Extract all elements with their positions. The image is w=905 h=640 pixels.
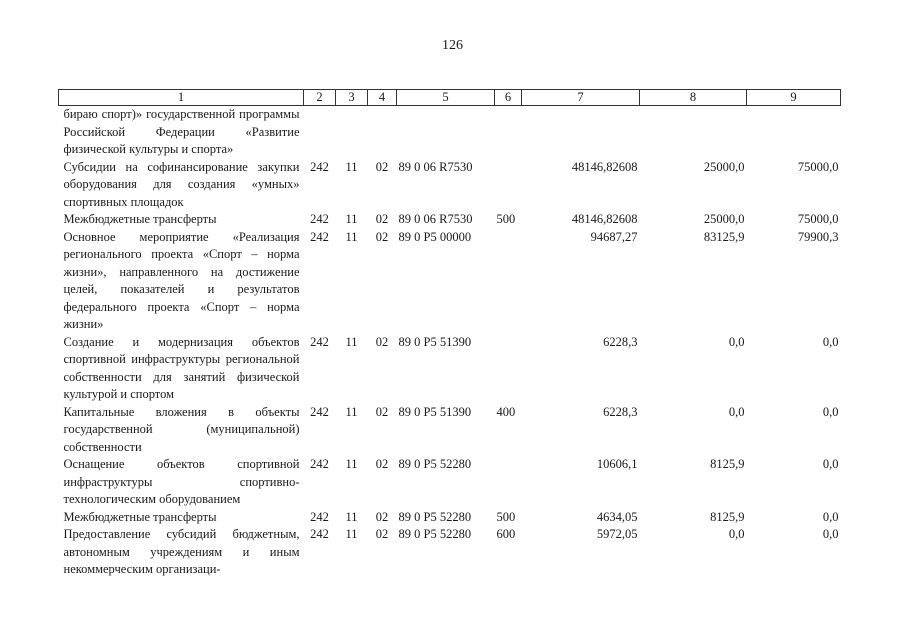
header-cell-3: 3 <box>336 90 368 106</box>
cell-amount-3: 75000,0 <box>797 159 839 174</box>
row-name: Основное мероприятие «Реализация регионального проекта «Спорт – норма жизни», направленного на достижение целей, показателей и результатов федерального проекта «Спорт – норма жизни» <box>63 229 300 331</box>
header-cell-1: 1 <box>59 90 304 106</box>
cell-target-article: 89 0 P5 52280 <box>398 509 472 524</box>
row-name: бираю спорт)» государственной программы Российской Федерации «Развитие физической культуры и спорта» <box>63 107 300 156</box>
cell-section: 11 <box>345 212 358 226</box>
cell-amount-2: 0,0 <box>728 334 745 349</box>
cell-amount-2: 8125,9 <box>710 457 745 471</box>
cell-subsection: 02 <box>375 334 389 349</box>
cell-section: 11 <box>345 334 358 349</box>
cell-amount-1: 94687,27 <box>590 229 638 244</box>
cell-expense-type: 500 <box>496 212 516 226</box>
cell-amount-1 <box>522 106 640 159</box>
row-name: Межбюджетные трансферты <box>63 509 217 524</box>
table-row <box>59 159 841 212</box>
cell-amount-1: 4634,05 <box>596 509 638 524</box>
header-cell-9: 9 <box>747 90 841 106</box>
cell-section: 11 <box>345 509 358 524</box>
cell-target-article: 89 0 P5 51390 <box>398 334 472 349</box>
cell-amount-2: 8125,9 <box>710 509 745 524</box>
cell-expense-type <box>495 456 522 509</box>
cell-ministry: 242 <box>310 159 329 174</box>
cell-expense-type: 400 <box>496 404 516 419</box>
cell-amount-3: 0,0 <box>822 509 839 524</box>
cell-section <box>336 106 368 159</box>
cell-ministry: 242 <box>310 404 329 419</box>
cell-amount-2: 25000,0 <box>703 212 745 226</box>
cell-amount-2 <box>640 106 747 159</box>
cell-ministry: 242 <box>310 212 329 226</box>
cell-expense-type: 600 <box>496 527 516 541</box>
cell-ministry: 242 <box>310 527 329 541</box>
cell-amount-3: 79900,3 <box>797 229 839 244</box>
cell-subsection: 02 <box>375 404 389 419</box>
row-name: Капитальные вложения в объекты государственной (муниципальной) собственности <box>63 404 300 454</box>
cell-target-article: 89 0 P5 52280 <box>398 457 472 471</box>
cell-ministry: 242 <box>310 509 329 524</box>
cell-subsection: 02 <box>375 527 389 541</box>
cell-expense-type <box>495 229 522 334</box>
row-name: Создание и модернизация объектов спортивной инфраструктуры региональной собственности для занятий физической культурой и спортом <box>63 334 300 401</box>
cell-amount-2: 0,0 <box>728 404 745 419</box>
cell-target-article: 89 0 06 R7530 <box>398 159 473 174</box>
cell-amount-1: 6228,3 <box>603 334 638 349</box>
cell-amount-3: 0,0 <box>822 527 839 541</box>
header-cell-4: 4 <box>368 90 397 106</box>
table-row <box>59 509 841 527</box>
cell-amount-1: 10606,1 <box>596 457 638 471</box>
cell-section: 11 <box>345 527 358 541</box>
cell-expense-type: 500 <box>496 509 516 524</box>
cell-amount-2: 83125,9 <box>703 229 745 244</box>
cell-ministry: 242 <box>310 457 329 471</box>
cell-expense-type <box>495 106 522 159</box>
cell-section: 11 <box>345 229 358 244</box>
table-row <box>59 404 841 457</box>
header-cell-7: 7 <box>522 90 640 106</box>
cell-amount-1: 48146,82608 <box>571 159 638 174</box>
cell-ministry: 242 <box>310 334 329 349</box>
cell-subsection: 02 <box>375 229 389 244</box>
cell-amount-2: 25000,0 <box>703 159 745 174</box>
cell-subsection <box>368 106 397 159</box>
cell-amount-1: 5972,05 <box>596 527 638 541</box>
cell-expense-type <box>495 334 522 404</box>
row-name: Предоставление субсидий бюджетным, автономным учреждениям и иным некоммерческим организаци- <box>63 527 300 576</box>
cell-section: 11 <box>345 457 358 471</box>
cell-subsection: 02 <box>375 159 389 174</box>
table-row <box>59 211 841 229</box>
cell-target-article: 89 0 P5 51390 <box>398 404 472 419</box>
row-name: Межбюджетные трансферты <box>63 212 217 226</box>
cell-target-article: 89 0 P5 52280 <box>398 527 472 541</box>
cell-section: 11 <box>345 404 358 419</box>
header-cell-8: 8 <box>640 90 747 106</box>
cell-subsection: 02 <box>375 212 389 226</box>
table-row <box>59 229 841 334</box>
header-cell-5: 5 <box>397 90 495 106</box>
table-row <box>59 334 841 404</box>
cell-expense-type <box>495 159 522 212</box>
cell-target-article <box>397 106 495 159</box>
row-name: Субсидии на софинансирование закупки оборудования для создания «умных» спортивных площадок <box>63 159 300 209</box>
cell-amount-2: 0,0 <box>728 527 745 541</box>
cell-amount-1: 6228,3 <box>603 404 638 419</box>
cell-subsection: 02 <box>375 509 389 524</box>
cell-target-article: 89 0 06 R7530 <box>398 212 473 226</box>
header-cell-2: 2 <box>304 90 336 106</box>
table-row <box>59 456 841 509</box>
cell-amount-3: 0,0 <box>822 404 839 419</box>
header-row <box>59 90 841 106</box>
cell-ministry <box>304 106 336 159</box>
cell-section: 11 <box>345 159 358 174</box>
cell-amount-3 <box>747 106 841 159</box>
cell-amount-3: 0,0 <box>822 457 839 471</box>
page-number: 126 <box>442 38 463 53</box>
cell-ministry: 242 <box>310 229 329 244</box>
header-cell-6: 6 <box>495 90 522 106</box>
cell-subsection: 02 <box>375 457 389 471</box>
cell-amount-3: 75000,0 <box>797 212 839 226</box>
cell-amount-1: 48146,82608 <box>571 212 638 226</box>
budget-table <box>58 89 841 579</box>
table-row <box>59 106 841 159</box>
table-row <box>59 526 841 579</box>
row-name: Оснащение объектов спортивной инфраструктуры спортивно-технологическим оборудованием <box>63 457 300 506</box>
cell-amount-3: 0,0 <box>822 334 839 349</box>
cell-target-article: 89 0 P5 00000 <box>398 229 472 244</box>
